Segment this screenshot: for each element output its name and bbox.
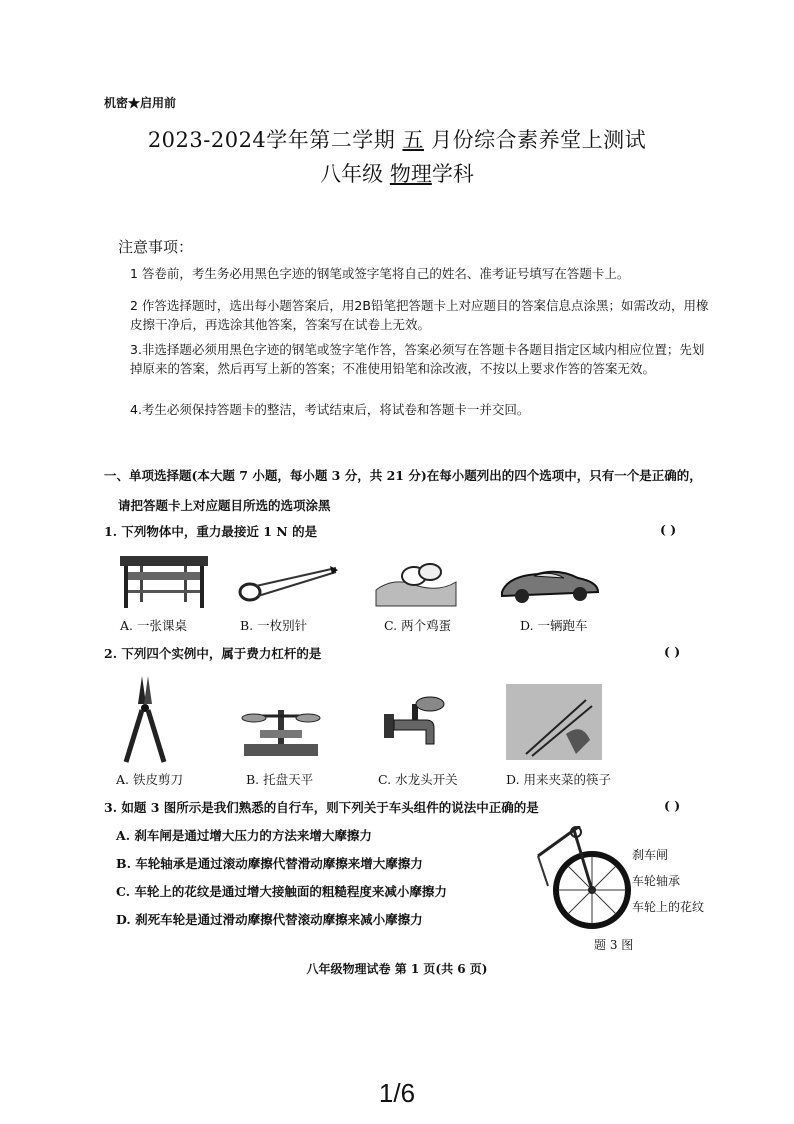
question-2-option-b: B. 托盘天平	[246, 772, 314, 787]
question-3-answer-paren: ( )	[664, 798, 681, 813]
question-2-stem: 2. 下列四个实例中，属于费力杠杆的是	[104, 646, 322, 661]
tin-snips-illustration	[120, 674, 170, 766]
balance-scale-illustration	[240, 696, 322, 758]
question-2-option-a: A. 铁皮剪刀	[116, 772, 183, 787]
title-post: 月份综合素养堂上测试	[431, 128, 647, 152]
question-3-option-a: A. 刹车闸是通过增大压力的方法来增大摩擦力	[116, 828, 372, 843]
question-3-option-c: C. 车轮上的花纹是通过增大接触面的粗糙程度来减小摩擦力	[116, 884, 447, 899]
exam-subtitle	[0, 158, 794, 188]
title-pre: 2023-2024学年第二学期	[147, 128, 396, 152]
section-heading-2: 请把答题卡上对应题目所选的选项涂黑	[118, 498, 331, 513]
figure-label-brake: 刹车闸	[632, 848, 669, 862]
page-indicator: 1/6	[378, 1078, 416, 1108]
question-1-option-d: D. 一辆跑车	[520, 618, 588, 633]
notice-item-2: 2 作答选择题时，选出每小题答案后，用2B铅笔把答题卡上对应题目的答案信息点涂黑；如需改动，用橡皮擦干净后，再选涂其他答案，答案写在试卷上无效。	[130, 298, 709, 332]
figure-label-bearing: 车轮轴承	[632, 874, 681, 888]
question-1-option-c: C. 两个鸡蛋	[384, 618, 452, 633]
notice-heading: 注意事项：	[118, 238, 194, 256]
bicycle-front-illustration	[534, 826, 644, 932]
question-2-option-d: D. 用来夹菜的筷子	[506, 772, 612, 787]
grade-label: 八年级	[320, 162, 384, 186]
subject-suffix: 学科	[431, 162, 474, 186]
question-1-option-b: B. 一枚别针	[240, 618, 308, 633]
page-footer: 八年级物理试卷 第 1 页(共 6 页)	[306, 962, 488, 976]
question-3-option-b: B. 车轮轴承是通过滚动摩擦代替滑动摩擦来增大摩擦力	[116, 856, 423, 871]
question-3-stem: 3. 如题 3 图所示是我们熟悉的自行车，则下列关于车头组件的说法中正确的是	[104, 800, 539, 815]
eggs-in-hand-illustration	[374, 556, 458, 608]
title-month: 五	[402, 128, 424, 152]
confidential-label: 机密★启用前	[104, 96, 177, 110]
exam-title	[0, 124, 794, 154]
figure-label-tread: 车轮上的花纹	[632, 900, 705, 914]
section-heading: 一、单项选择题(本大题 7 小题，每小题 3 分，共 21 分)在每小题列出的四个选项中，只有一个是正确的，	[104, 468, 702, 483]
question-3-option-d: D. 刹死车轮是通过滑动摩擦代替滚动摩擦来减小摩擦力	[116, 912, 423, 927]
question-1-stem: 1. 下列物体中，重力最接近 1 N 的是	[104, 524, 318, 539]
chopsticks-illustration	[506, 684, 602, 760]
safety-pin-illustration	[236, 562, 340, 606]
notice-item-4: 4.考生必须保持答题卡的整洁，考试结束后，将试卷和答题卡一并交回。	[130, 402, 530, 417]
question-1-option-a: A. 一张课桌	[120, 618, 187, 633]
question-1-answer-paren: ( )	[660, 522, 677, 537]
question-2-option-c: C. 水龙头开关	[378, 772, 458, 787]
question-2-answer-paren: ( )	[664, 644, 681, 659]
figure-caption: 题 3 图	[594, 938, 634, 952]
notice-item-1: 1 答卷前，考生务必用黑色字迹的钢笔或签字笔将自己的姓名、准考证号填写在答题卡上。	[130, 266, 630, 281]
desk-illustration	[118, 552, 210, 610]
sports-car-illustration	[498, 562, 602, 606]
subject-label: 物理	[389, 162, 432, 186]
water-tap-illustration	[382, 694, 458, 758]
notice-item-3: 3.非选择题必须用黑色字迹的钢笔或签字笔作答，答案必须写在答题卡各题目指定区域内相应位置；先划掉原来的答案，然后再写上新的答案；不准使用铅笔和涂改液，不按以上要求作答的答案无效。	[130, 342, 705, 376]
